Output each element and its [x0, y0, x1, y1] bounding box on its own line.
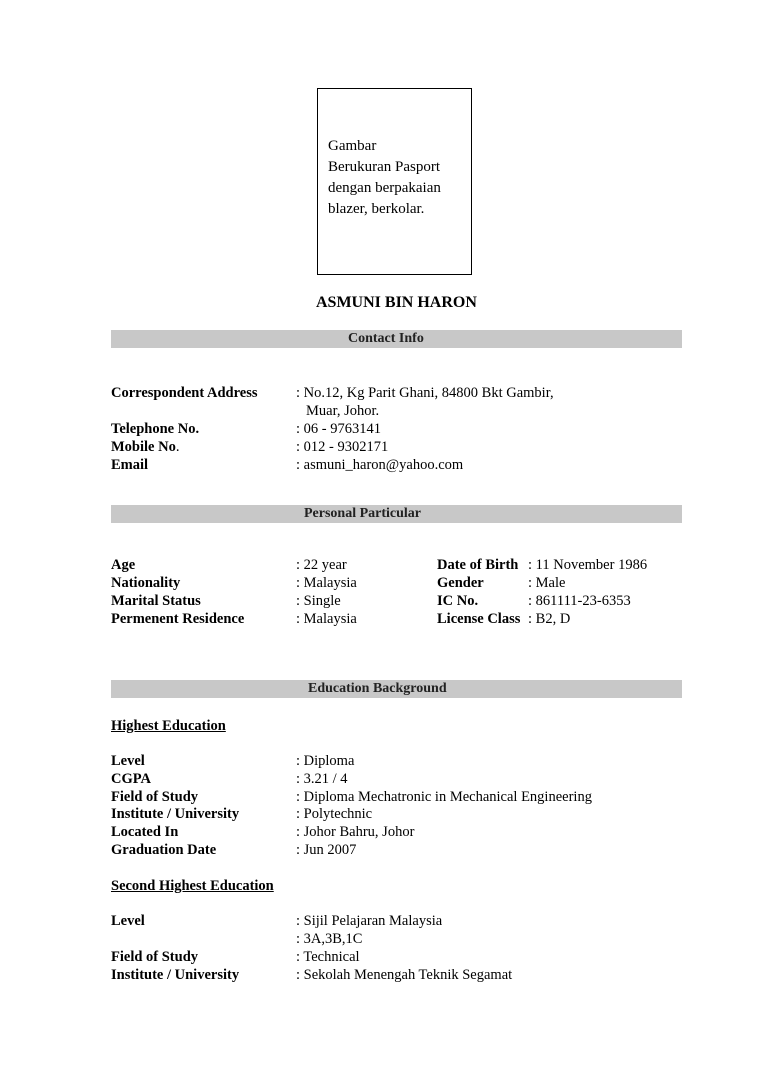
field-of-study-value: : Diploma Mechatronic in Mechanical Engineering — [296, 789, 592, 805]
field-of-study-label: Field of Study — [111, 789, 199, 805]
highest-education-title: Highest Education — [111, 718, 226, 734]
email-value: : asmuni_haron@yahoo.com — [296, 457, 464, 473]
photo-text-line: blazer, berkolar. — [328, 201, 425, 217]
contact-info-heading: Contact Info — [348, 331, 424, 346]
gender-value: : Male — [528, 575, 566, 591]
photo-placeholder — [317, 88, 472, 275]
nationality-value: : Malaysia — [296, 575, 357, 591]
second-grade-value: : 3A,3B,1C — [296, 931, 363, 947]
ic-value: : 861111-23-6353 — [528, 593, 631, 609]
second-institute-label: Institute / University — [111, 967, 240, 983]
institute-label: Institute / University — [111, 806, 240, 822]
email-label: Email — [111, 457, 149, 473]
nationality-label: Nationality — [111, 575, 181, 591]
edu-level-value: : Diploma — [296, 753, 355, 769]
address-label: Correspondent Address — [111, 385, 258, 401]
mobile-label: Mobile No — [111, 439, 176, 455]
dob-label: Date of Birth — [437, 557, 519, 573]
cgpa-value: : 3.21 / 4 — [296, 771, 348, 787]
second-institute-value: : Sekolah Menengah Teknik Segamat — [296, 967, 513, 983]
located-in-label: Located In — [111, 824, 179, 840]
located-in-value: : Johor Bahru, Johor — [296, 824, 415, 840]
personal-particular-bar — [111, 505, 682, 523]
telephone-value: : 06 - 9763141 — [296, 421, 381, 437]
second-education-title: Second Highest Education — [111, 878, 274, 894]
gender-label: Gender — [437, 575, 484, 591]
address-line-2: Muar, Johor. — [306, 403, 380, 419]
education-bar — [111, 680, 682, 698]
residence-label: Permenent Residence — [111, 611, 245, 627]
contact-info-bar — [111, 330, 682, 348]
applicant-name: ASMUNI BIN HARON — [316, 294, 477, 311]
second-field-value: : Technical — [296, 949, 360, 965]
second-level-label: Level — [111, 913, 145, 929]
telephone-label: Telephone No. — [111, 421, 200, 437]
mobile-label-wrap — [111, 438, 179, 456]
mobile-label-suffix: . — [175, 439, 180, 455]
second-field-label: Field of Study — [111, 949, 199, 965]
age-value: : 22 year — [296, 557, 347, 573]
photo-text-line: Gambar — [328, 138, 377, 154]
edu-level-label: Level — [111, 753, 145, 769]
graduation-date-value: : Jun 2007 — [296, 842, 357, 858]
photo-placeholder-text — [328, 136, 441, 220]
institute-value: : Polytechnic — [296, 806, 373, 822]
mobile-value: : 012 - 9302171 — [296, 439, 389, 455]
address-line-1: : No.12, Kg Parit Ghani, 84800 Bkt Gambir, — [296, 385, 554, 401]
license-label: License Class — [437, 611, 521, 627]
graduation-date-label: Graduation Date — [111, 842, 217, 858]
second-level-value: : Sijil Pelajaran Malaysia — [296, 913, 443, 929]
dob-value: : 11 November 1986 — [528, 557, 648, 573]
personal-particular-heading: Personal Particular — [304, 506, 422, 521]
photo-text-line: Berukuran Pasport — [328, 159, 441, 175]
license-value: : B2, D — [528, 611, 571, 627]
ic-label: IC No. — [437, 593, 479, 609]
education-heading: Education Background — [308, 681, 447, 696]
residence-value: : Malaysia — [296, 611, 357, 627]
marital-status-label: Marital Status — [111, 593, 201, 609]
marital-status-value: : Single — [296, 593, 341, 609]
cgpa-label: CGPA — [111, 771, 152, 787]
age-label: Age — [111, 557, 136, 573]
photo-text-line: dengan berpakaian — [328, 180, 441, 196]
